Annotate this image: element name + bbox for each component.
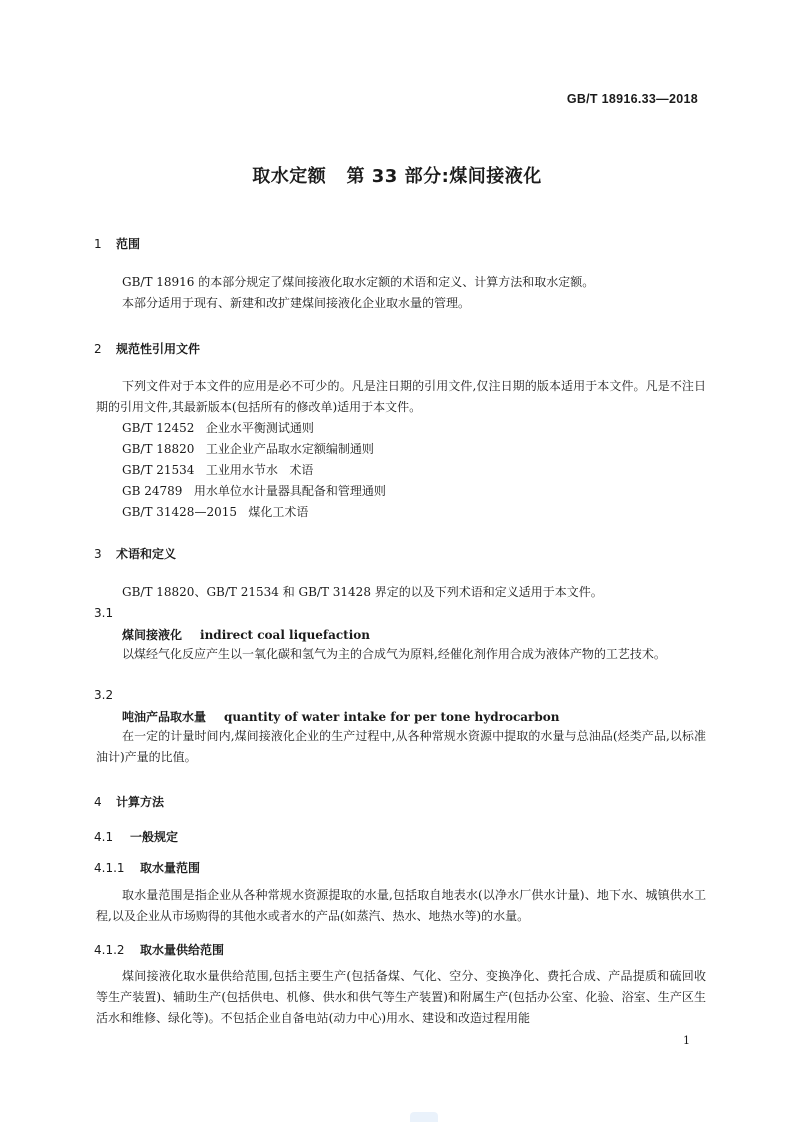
- term-number: 3.2: [94, 688, 114, 702]
- subsection-number: 4.1: [94, 830, 114, 844]
- section-number: 3: [94, 547, 102, 561]
- reference-item: GB 24789 用水单位水计量器具配备和管理通则: [122, 484, 386, 498]
- section-2-heading: [94, 340, 200, 357]
- subsection-number: 4.1.1: [94, 861, 125, 875]
- paragraph: GB/T 18916 的本部分规定了煤间接液化取水定额的术语和定义、计算方法和取水定额。: [122, 275, 595, 289]
- section-title: 规范性引用文件: [116, 342, 201, 356]
- section-title: 计算方法: [116, 795, 165, 809]
- section-title: 术语和定义: [116, 547, 177, 561]
- section-1-heading: [94, 235, 140, 252]
- section-title: 范围: [116, 237, 141, 251]
- section-4-heading: [94, 793, 164, 810]
- term-title: [122, 626, 370, 643]
- term-zh: 吨油产品取水量: [122, 710, 207, 724]
- paragraph: 下列文件对于本文件的应用是必不可少的。凡是注日期的引用文件,仅注日期的版本适用于本文件。凡是不注日期的引用文件,其最新版本(包括所有的修改单)适用于本文件。: [96, 379, 706, 414]
- section-number: 2: [94, 342, 102, 356]
- term-definition: 以煤经气化反应产生以一氧化碳和氢气为主的合成气为原料,经催化剂作用合成为液体产物的工艺技术。: [122, 647, 666, 661]
- paragraph: 取水量范围是指企业从各种常规水资源提取的水量,包括取自地表水(以净水厂供水计量)、地下水、城镇供水工程,以及企业从市场购得的其他水或者水的产品(如蒸汽、热水、地热水等)的水量。: [96, 888, 706, 923]
- term-en: quantity of water intake for per tone hydrocarbon: [224, 710, 560, 724]
- subsection-heading: [94, 828, 178, 845]
- term-number: 3.1: [94, 606, 114, 620]
- section-number: 4: [94, 795, 102, 809]
- subsection-number: 4.1.2: [94, 943, 125, 957]
- document-title: 取水定额 第 33 部分:煤间接液化: [252, 166, 542, 187]
- reference-item: GB/T 12452 企业水平衡测试通则: [122, 421, 314, 435]
- reference-item: GB/T 21534 工业用水节水 术语: [122, 463, 314, 477]
- term-en: indirect coal liquefaction: [200, 628, 370, 642]
- paragraph: 煤间接液化取水量供给范围,包括主要生产(包括备煤、气化、空分、变换净化、费托合成、产品提质和硫回收等生产装置)、辅助生产(包括供电、机修、供水和供气等生产装置)和附属生产(包括办公室、化验、浴室、生产区生活水和维修、绿化等)。不包括企业自备电站(动力中心)用水、建设和改造过程用能: [96, 969, 706, 1025]
- subsection-title: 取水量范围: [140, 861, 201, 875]
- paragraph: 本部分适用于现有、新建和改扩建煤间接液化企业取水量的管理。: [122, 296, 471, 310]
- reference-item: GB/T 31428—2015 煤化工术语: [122, 505, 309, 519]
- page-number: 1: [683, 1034, 690, 1047]
- standard-code: GB/T 18916.33—2018: [566, 92, 698, 106]
- term-definition: 在一定的计量时间内,煤间接液化企业的生产过程中,从各种常规水资源中提取的水量与总油品(烃类产品,以标准油计)产量的比值。: [96, 729, 706, 764]
- reference-item: GB/T 18820 工业企业产品取水定额编制通则: [122, 442, 374, 456]
- subsection-title: 取水量供给范围: [140, 943, 225, 957]
- scan-artifact: [410, 1112, 438, 1122]
- subsection-heading: [94, 941, 224, 958]
- subsection-title: 一般规定: [130, 830, 179, 844]
- section-3-heading: [94, 545, 176, 562]
- term-title: [122, 708, 560, 725]
- subsection-heading: [94, 859, 200, 876]
- section-number: 1: [94, 237, 102, 251]
- term-zh: 煤间接液化: [122, 628, 183, 642]
- paragraph: GB/T 18820、GB/T 21534 和 GB/T 31428 界定的以及下列术语和定义适用于本文件。: [122, 585, 603, 599]
